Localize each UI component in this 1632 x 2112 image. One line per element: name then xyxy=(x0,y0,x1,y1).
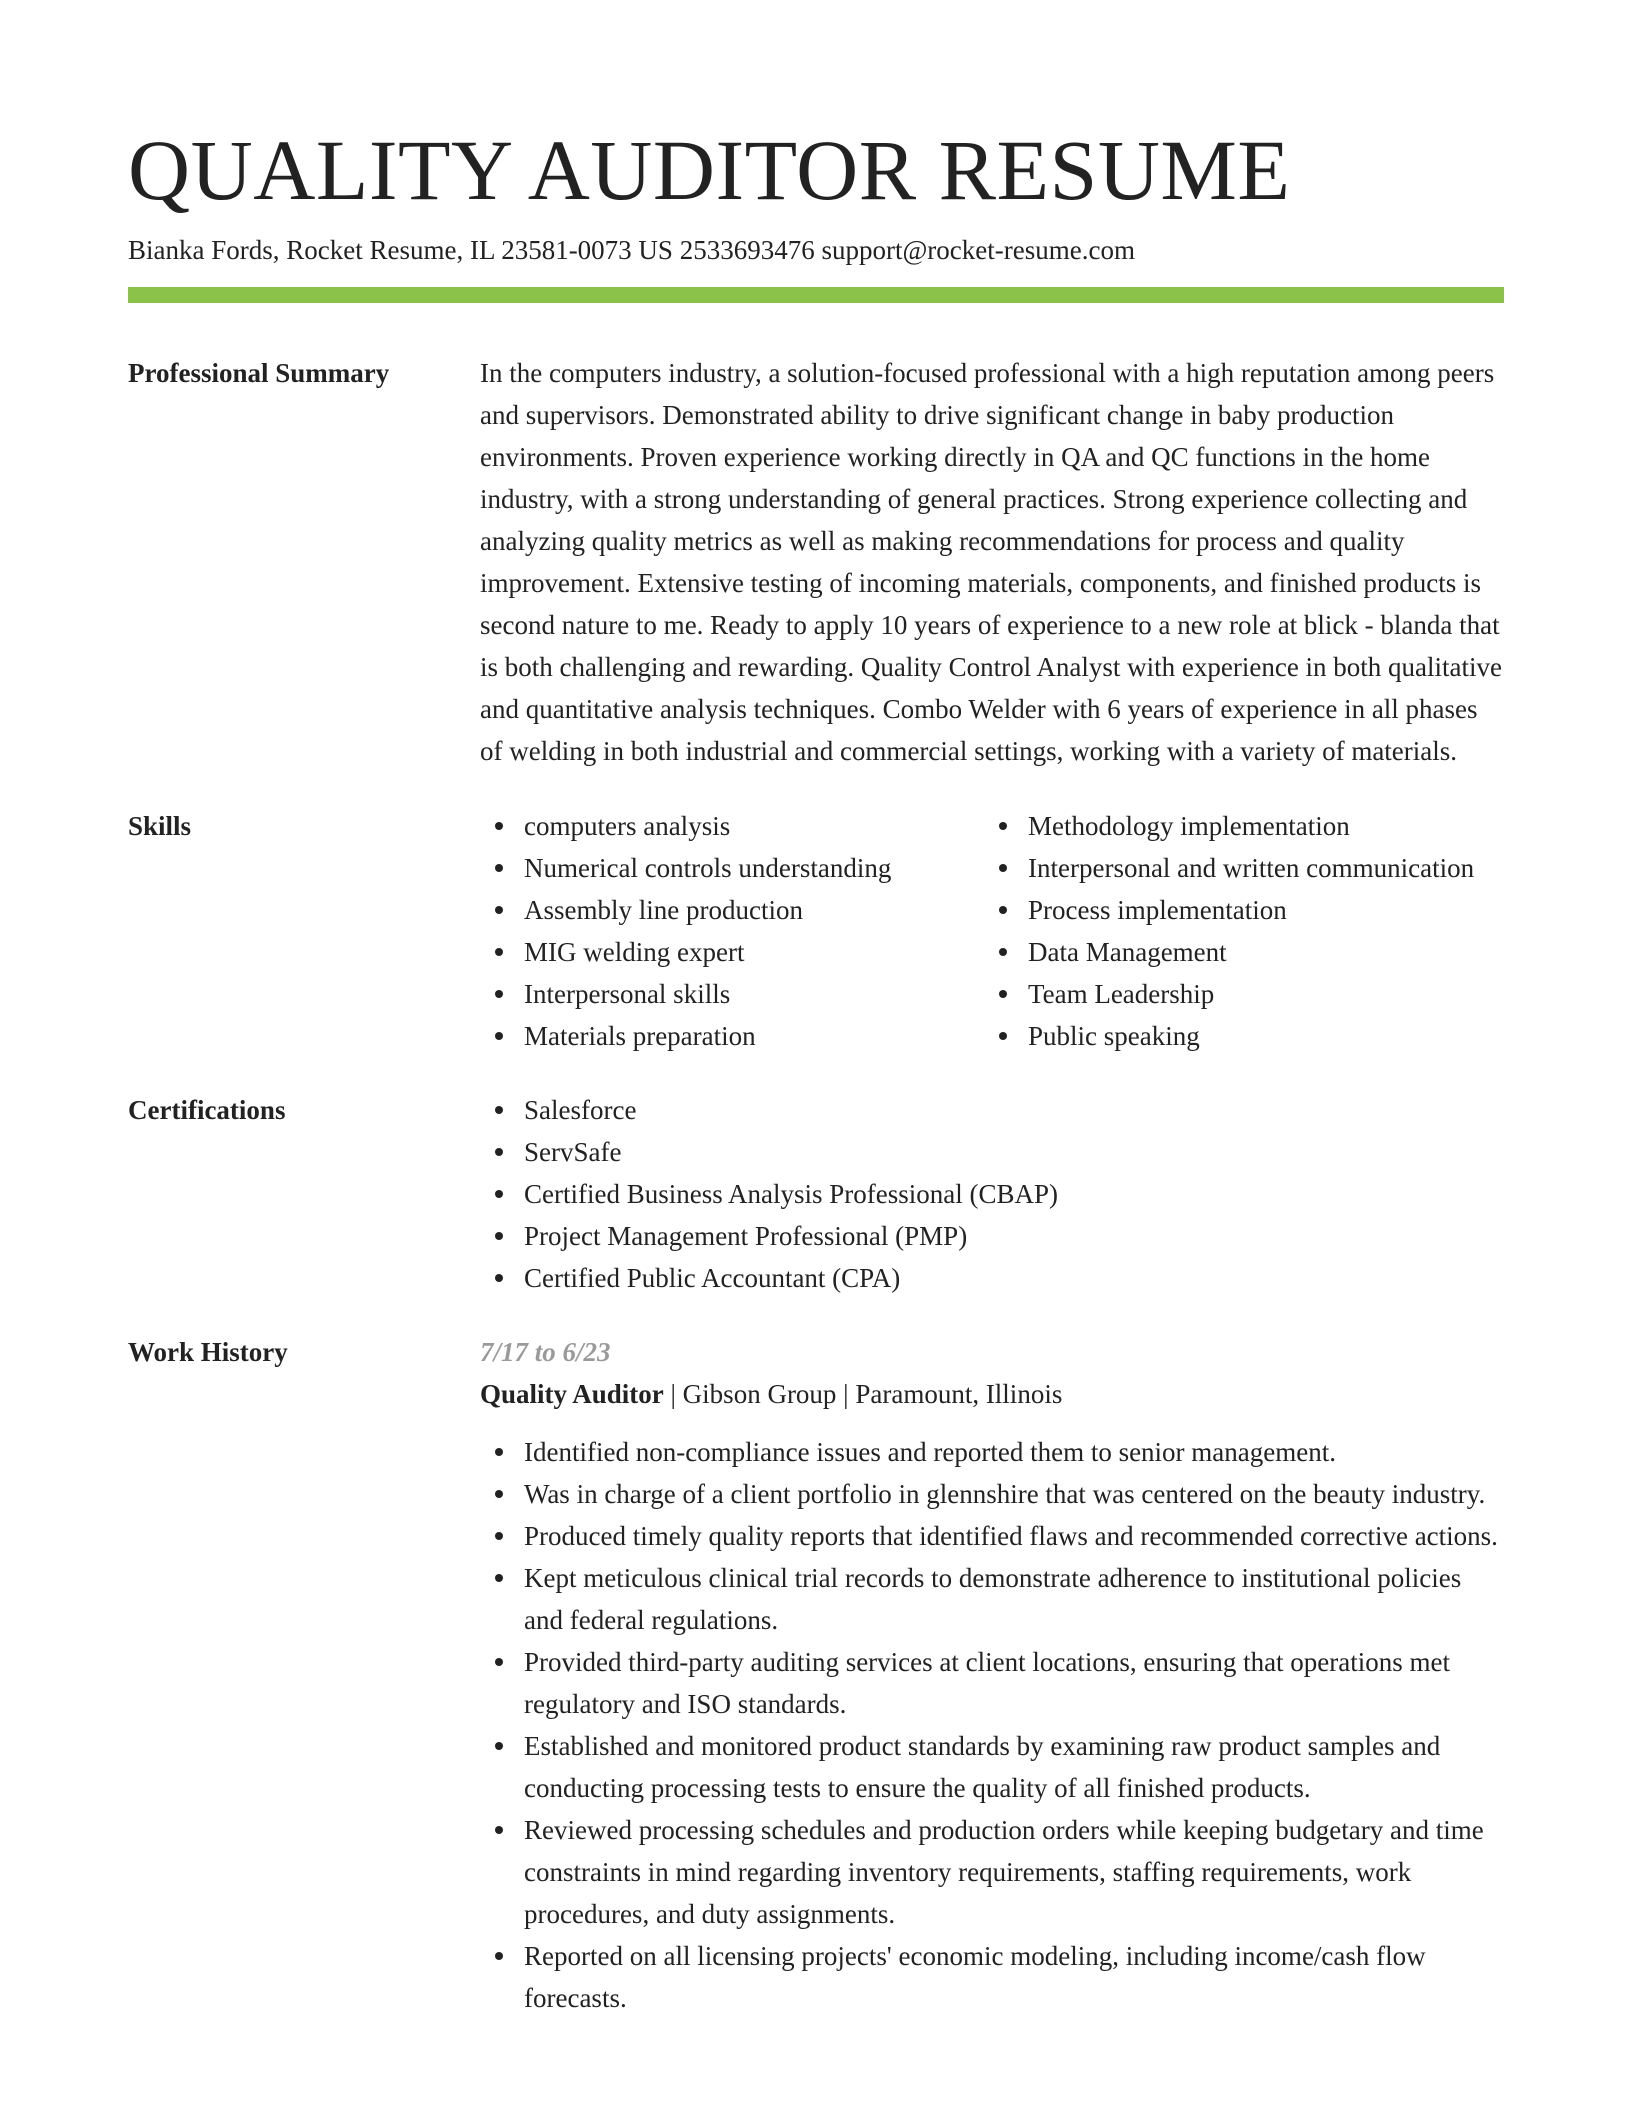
work-history-body xyxy=(480,1331,1504,2019)
accent-divider xyxy=(128,287,1504,303)
skill-item: Team Leadership xyxy=(984,973,1504,1015)
contact-line: Bianka Fords, Rocket Resume, IL 23581-0073 US 2533693476 support@rocket-resume.com xyxy=(128,235,1135,265)
skill-item: Data Management xyxy=(984,931,1504,973)
certification-item: Certified Public Accountant (CPA) xyxy=(480,1257,1504,1299)
job-title: Quality Auditor xyxy=(480,1379,664,1409)
resume-title: QUALITY AUDITOR RESUME xyxy=(128,122,1291,218)
skill-item: MIG welding expert xyxy=(480,931,984,973)
skill-item: computers analysis xyxy=(480,805,984,847)
certification-item: ServSafe xyxy=(480,1131,1504,1173)
certification-item: Project Management Professional (PMP) xyxy=(480,1215,1504,1257)
section-label-work-history: Work History xyxy=(128,1337,288,1367)
job-bullet: Provided third-party auditing services at client locations, ensuring that operations met regulatory and ISO standards. xyxy=(480,1641,1504,1725)
certifications-list xyxy=(480,1089,1504,1299)
job-bullet: Reviewed processing schedules and production orders while keeping budgetary and time constraints in mind regarding inventory requirements, staffing requirements, work procedures, and duty assignments. xyxy=(480,1809,1504,1935)
skills-column-b xyxy=(984,805,1504,1057)
section-label-summary: Professional Summary xyxy=(128,358,390,388)
skill-item: Public speaking xyxy=(984,1015,1504,1057)
job-bullet: Produced timely quality reports that identified flaws and recommended corrective actions. xyxy=(480,1515,1504,1557)
job-heading xyxy=(480,1373,1504,1415)
job-bullet: Identified non-compliance issues and reported them to senior management. xyxy=(480,1431,1504,1473)
skill-item: Assembly line production xyxy=(480,889,984,931)
job-bullet: Reported on all licensing projects' economic modeling, including income/cash flow forecasts. xyxy=(480,1935,1504,2019)
job-dates: 7/17 to 6/23 xyxy=(480,1337,611,1367)
certification-item: Certified Business Analysis Professional (CBAP) xyxy=(480,1173,1504,1215)
job-bullet-list xyxy=(480,1431,1504,2019)
skill-item: Interpersonal and written communication xyxy=(984,847,1504,889)
summary-section xyxy=(128,352,1504,772)
section-label-certifications: Certifications xyxy=(128,1095,286,1125)
job-bullet: Established and monitored product standards by examining raw product samples and conducting processing tests to ensure the quality of all finished products. xyxy=(480,1725,1504,1809)
certifications-section xyxy=(128,1089,1504,1299)
certification-item: Salesforce xyxy=(480,1089,1504,1131)
resume-page xyxy=(128,118,1504,2019)
job-bullet: Was in charge of a client portfolio in glennshire that was centered on the beauty industry. xyxy=(480,1473,1504,1515)
skill-item: Methodology implementation xyxy=(984,805,1504,847)
certifications-body xyxy=(480,1089,1504,1299)
section-label-skills: Skills xyxy=(128,811,192,841)
summary-text: In the computers industry, a solution-focused professional with a high reputation among peers and supervisors. Demonstrated ability to drive significant change in baby production environments. Proven experience working directly in QA and QC functions in the home industry, with a strong understanding of general practices. Strong experience collecting and analyzing quality metrics as well as making recommendations for process and quality improvement. Extensive testing of incoming materials, components, and finished products is second nature to me. Ready to apply 10 years of experience to a new role at blick - blanda that is both challenging and rewarding. Quality Control Analyst with experience in both qualitative and quantitative analysis techniques. Combo Welder with 6 years of experience in all phases of welding in both industrial and commercial settings, working with a variety of materials. xyxy=(480,358,1503,766)
skill-item: Numerical controls understanding xyxy=(480,847,984,889)
skills-column-a xyxy=(480,805,984,1057)
skill-item: Process implementation xyxy=(984,889,1504,931)
skills-columns xyxy=(480,805,1504,1057)
skill-item: Interpersonal skills xyxy=(480,973,984,1015)
skill-item: Materials preparation xyxy=(480,1015,984,1057)
job-bullet: Kept meticulous clinical trial records to demonstrate adherence to institutional policies and federal regulations. xyxy=(480,1557,1504,1641)
work-history-section xyxy=(128,1331,1504,2019)
job-details: | Gibson Group | Paramount, Illinois xyxy=(663,1379,1063,1409)
skills-section xyxy=(128,805,1504,1057)
